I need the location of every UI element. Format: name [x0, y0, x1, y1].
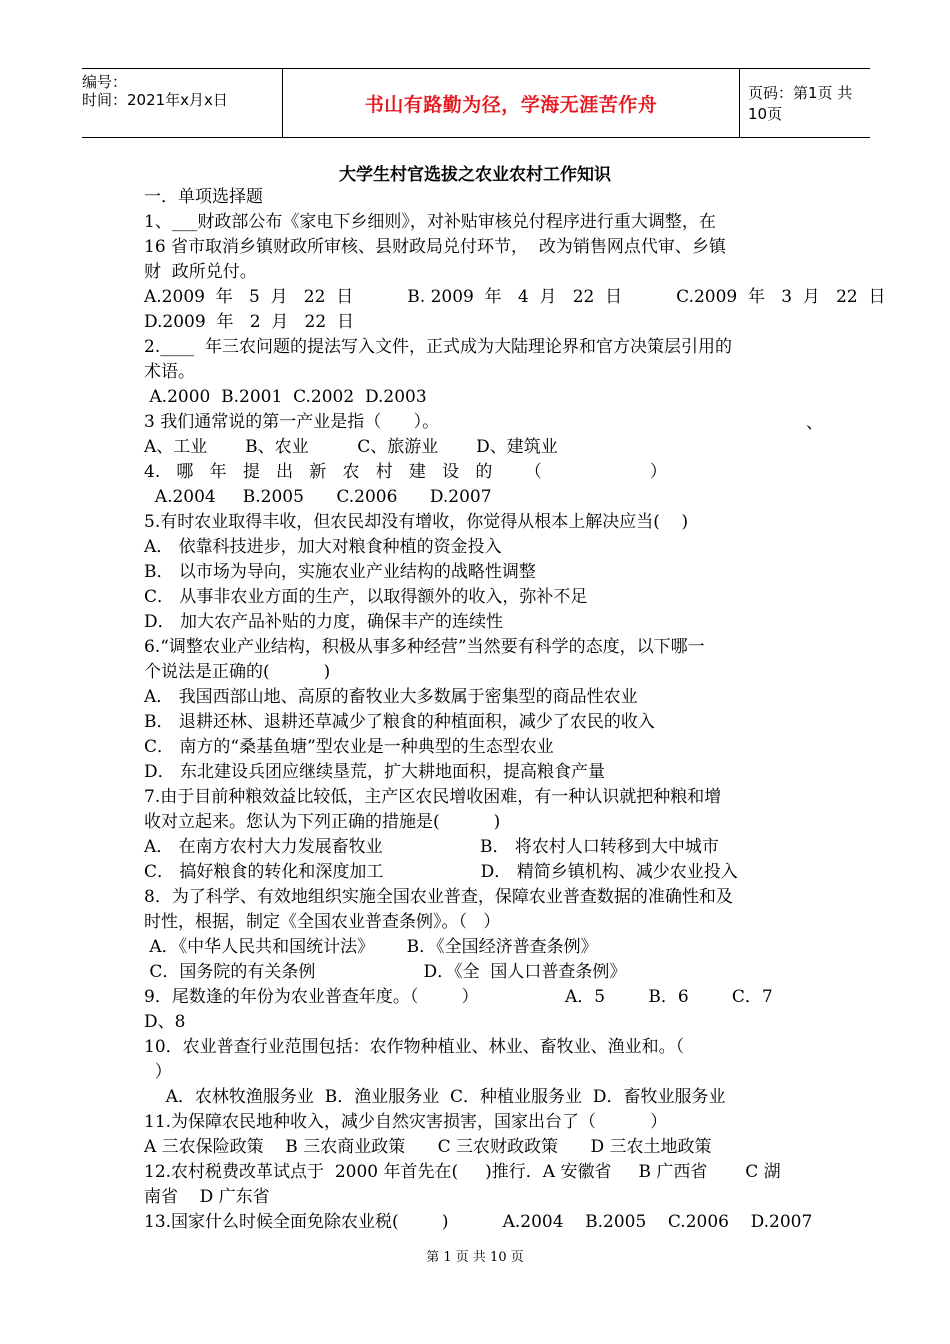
header-motto-cell	[282, 69, 740, 137]
option-line: D、8	[144, 1012, 186, 1032]
header-page-info: 页码：第1页 共10页	[748, 84, 853, 123]
question-line: 12.农村税费改革试点于 2000 年首先在( )推行．A 安徽省 B 广西省 C 湖	[144, 1162, 781, 1182]
document-title: 大学生村官选拔之农业农村工作知识	[339, 165, 611, 185]
question-line: 6.“调整农业产业结构，积极从事多种经营”当然要有科学的态度，以下哪一	[144, 637, 705, 657]
option-line: D． 加大农产品补贴的力度，确保丰产的连续性	[144, 612, 504, 632]
option-line: A.2004 B.2005 C.2006 D.2007	[144, 487, 492, 507]
question-line: 13.国家什么时候全面免除农业税( ) A.2004 B.2005 C.2006 D.2007	[144, 1212, 813, 1232]
question-line: 5.有时农业取得丰收，但农民却没有增收，你觉得从根本上解决应当( )	[144, 512, 689, 532]
page-footer: 第 1 页 共 10 页	[426, 1250, 524, 1265]
question-line: 术语。	[144, 362, 195, 382]
option-line: B． 退耕还林、退耕还草减少了粮食的种植面积，减少了农民的收入	[144, 712, 655, 732]
option-line: C． 从事非农业方面的生产，以取得额外的收入，弥补不足	[144, 587, 588, 607]
option-line: A． 依靠科技进步，加大对粮食种植的资金投入	[144, 537, 502, 557]
stray-mark: 、	[806, 413, 823, 433]
question-line: 4. 哪 年 提 出 新 农 村 建 设 的 （ ）	[144, 462, 667, 482]
option-line: A、工业 B、农业 C、旅游业 D、建筑业	[144, 437, 558, 457]
question-line: 2.____ 年三农问题的提法写入文件，正式成为大陆理论界和官方决策层引用的	[144, 337, 733, 357]
question-line: 11.为保障农民地种收入，减少自然灾害损害，国家出台了（ ）	[144, 1112, 668, 1132]
question-line: 个说法是正确的( )	[144, 662, 331, 682]
question-line: 9．尾数逢的年份为农业普查年度。（ ） A．5 B．6 C．7	[144, 987, 773, 1007]
section-heading: 一．单项选择题	[144, 187, 263, 207]
option-line: A．农林牧渔服务业 B．渔业服务业 C．种植业服务业 D．畜牧业服务业	[144, 1087, 726, 1107]
motto-text: 书山有路勤为径，学海无涯苦作舟	[364, 93, 658, 116]
question-line: 收对立起来。您认为下列正确的措施是( )	[144, 812, 501, 832]
question-line: 财 政所兑付。	[144, 262, 257, 282]
question-line: 8．为了科学、有效地组织实施全国农业普查，保障农业普查数据的准确性和及	[144, 887, 733, 907]
question-line: 7.由于目前种粮效益比较低，主产区农民增收困难，有一种认识就把种粮和增	[144, 787, 722, 807]
question-line: ）	[144, 1062, 172, 1082]
document-number-label: 编号：	[82, 73, 128, 91]
question-line: 1、___财政部公布《家电下乡细则》，对补贴审核兑付程序进行重大调整，在	[144, 212, 716, 232]
option-line: A.2009 年 5 月 22 日 B. 2009 年 4 月 22 日 C.2009 年 3 月 22 日	[144, 287, 886, 307]
option-line: D． 东北建设兵团应继续垦荒，扩大耕地面积，提高粮食产量	[144, 762, 606, 782]
question-line: 16 省市取消乡镇财政所审核、县财政局兑付环节， 改为销售网点代审、乡镇	[144, 237, 726, 257]
question-line: 3 我们通常说的第一产业是指（ ）。	[144, 412, 440, 432]
option-line: A． 在南方农村大力发展畜牧业 B． 将农村人口转移到大中城市	[144, 837, 719, 857]
document-date: 时间：2021年x月x日	[82, 91, 228, 109]
question-content	[144, 185, 886, 1235]
option-line: A．《中华人民共和国统计法》 B．《全国经济普查条例》	[144, 937, 598, 957]
page-header	[82, 68, 870, 138]
option-line: C． 南方的“桑基鱼塘”型农业是一种典型的生态型农业	[144, 737, 554, 757]
option-line: D.2009 年 2 月 22 日	[144, 312, 354, 332]
option-line: C． 搞好粮食的转化和深度加工 D． 精简乡镇机构、减少农业投入	[144, 862, 738, 882]
option-line: A.2000 B.2001 C.2002 D.2003	[144, 387, 427, 407]
option-line: A 三农保险政策 B 三农商业政策 C 三农财政政策 D 三农土地政策	[144, 1137, 712, 1157]
option-line: C．国务院的有关条例 D．《全 国人口普查条例》	[144, 962, 627, 982]
option-line: 南省 D 广东省	[144, 1187, 270, 1207]
option-line: A． 我国西部山地、高原的畜牧业大多数属于密集型的商品性农业	[144, 687, 638, 707]
option-line: B． 以市场为导向，实施农业产业结构的战略性调整	[144, 562, 536, 582]
header-meta	[82, 69, 282, 137]
question-line: 时性，根据，制定《全国农业普查条例》。（ ）	[144, 912, 501, 932]
question-line: 10．农业普查行业范围包括：农作物种植业、林业、畜牧业、渔业和。（	[144, 1037, 685, 1057]
